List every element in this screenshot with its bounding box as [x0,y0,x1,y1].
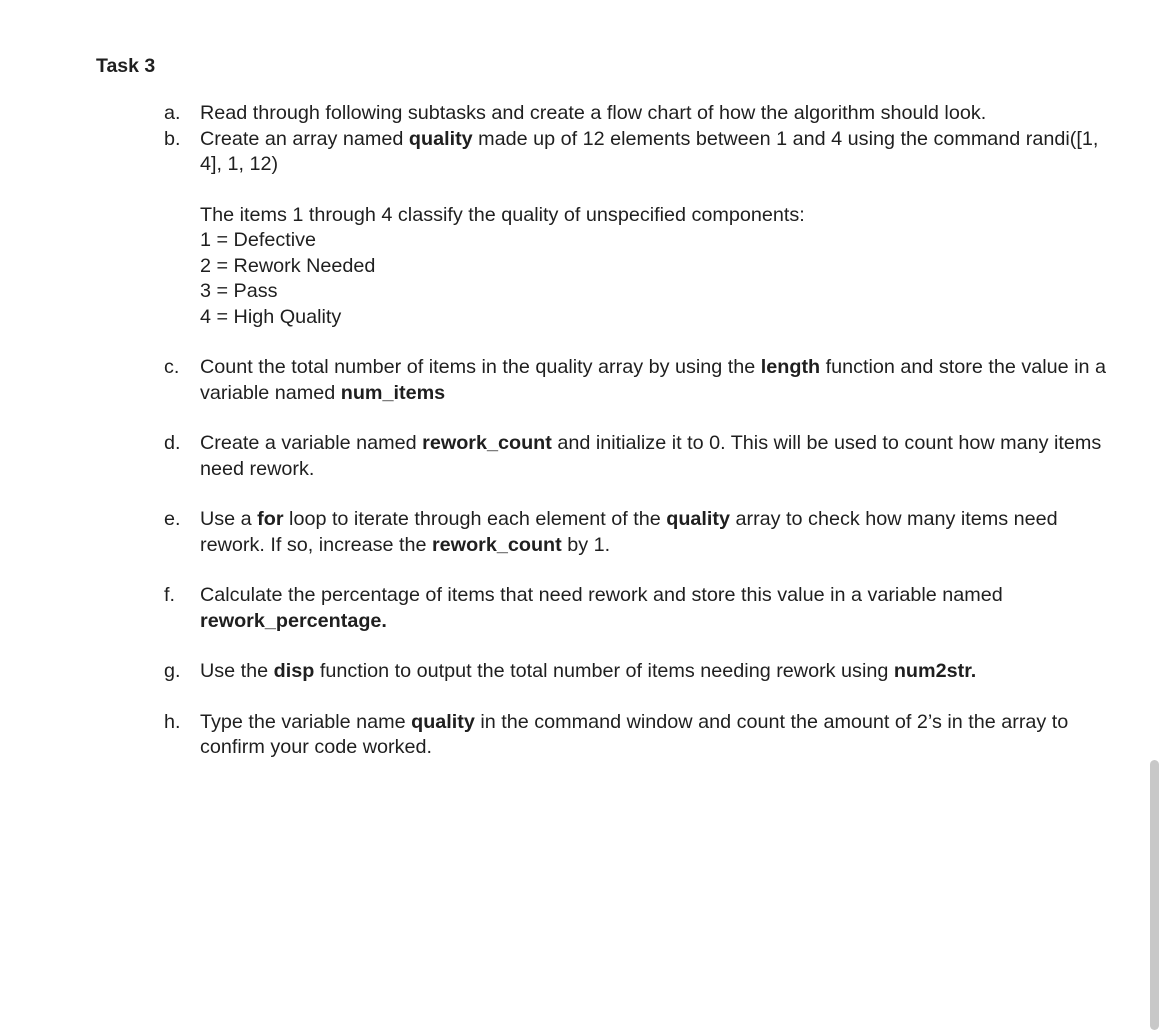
subtask-a-text: Read through following subtasks and create a flow chart of how the algorithm should look. [200,102,987,124]
subtask-c-text: Count the total number of items in the quality array by using the [200,356,761,378]
task-heading: Task 3 [96,55,156,77]
subtask-d [0,431,1150,482]
subtask-d-text-2: and initialize it to 0. This will be used to count how many items need rework. [200,432,1102,480]
subtask-a-marker: a. [164,102,181,124]
vertical-scrollbar[interactable] [1150,760,1159,1030]
classification-level: 1 = Defective [200,229,317,251]
subtask-d-text: Create a variable named [200,432,423,454]
subtask-g [0,659,1150,685]
subtask-e-text-4: by 1. [561,533,611,556]
subtask-h-text-2: in the command window and count the amount of 2’s in the array to confirm your code worked. [200,710,1069,758]
subtask-e [0,507,1150,558]
subtask-b-text-2: made up of 12 elements between 1 and 4 using the command randi([1, 4], 1, 12) [200,127,1099,175]
quality-classification [200,203,1120,331]
subtask-a [0,101,1150,127]
subtask-g-text-2: function to output the total number of items needing rework using [314,660,894,682]
classification-level: 3 = Pass [200,280,278,302]
subtask-d-keyword-rework-count: rework_count [422,432,552,454]
subtask-h [0,710,1150,761]
subtask-h-text: Type the variable name [200,710,412,733]
subtask-b [0,127,1150,331]
subtask-c-marker: c. [164,356,180,378]
subtask-g-keyword-disp: disp [273,660,315,682]
classification-intro: The items 1 through 4 classify the quality of unspecified components: [200,203,805,226]
subtask-c-keyword-num-items: num_items [340,381,446,404]
subtask-b-keyword-quality: quality [408,127,473,150]
subtask-c-text-2: function and store the value in a variable named [200,356,1107,404]
subtask-f [0,583,1150,634]
subtask-e-text-2: loop to iterate through each element of the [283,508,667,530]
subtask-b-text: Create an array named [200,127,409,150]
subtask-e-marker: e. [164,508,181,530]
subtask-g-marker: g. [164,660,181,682]
subtask-c-keyword-length: length [760,356,821,378]
subtask-h-keyword-quality: quality [411,710,475,733]
subtask-f-keyword-rework-percentage: rework_percentage. [200,609,387,632]
subtask-e-text-3: array to check how many items need rework. If so, increase the [200,508,1058,556]
subtask-e-keyword-for: for [257,508,284,530]
subtask-list [0,101,1150,761]
subtask-e-keyword-quality: quality [666,508,730,530]
subtask-h-marker: h. [164,710,181,733]
subtask-f-marker: f. [164,584,175,606]
subtask-g-keyword-num2str: num2str. [893,660,977,682]
subtask-b-marker: b. [164,127,181,150]
subtask-d-marker: d. [164,432,181,454]
subtask-c [0,355,1150,406]
classification-level: 4 = High Quality [200,305,342,328]
subtask-e-keyword-rework-count: rework_count [431,533,562,556]
subtask-f-text: Calculate the percentage of items that need rework and store this value in a variable named [200,584,1003,606]
subtask-e-text: Use a [200,508,258,530]
classification-level: 2 = Rework Needed [200,254,376,277]
subtask-g-text: Use the [200,660,274,682]
